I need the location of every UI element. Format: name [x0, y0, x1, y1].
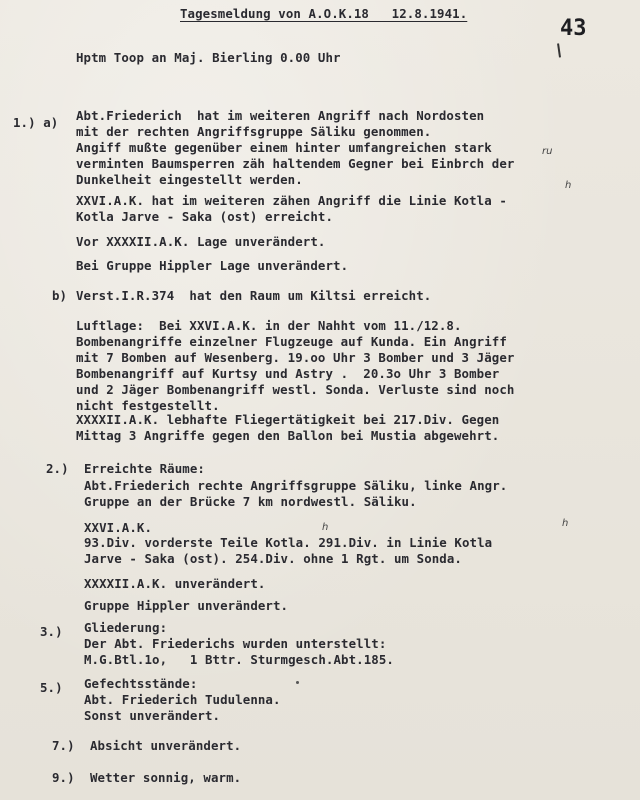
s2-p2-line1: XXVI.A.K. — [84, 520, 153, 535]
s2-p1-line2: Gruppe an der Brücke 7 km nordwestl. Säliku. — [84, 494, 417, 509]
s1-p1-line5: Dunkelheit eingestellt werden. — [76, 172, 303, 187]
luftlage-line5: und 2 Jäger Bombenangriff westl. Sonda. Verluste sind noch — [76, 382, 515, 397]
handwritten-correction-h3: h — [562, 518, 569, 529]
s2-p1-line1: Abt.Friederich rechte Angriffsgruppe Säliku, linke Angr. — [84, 478, 508, 493]
section-1b-label: b) — [52, 288, 68, 303]
luftlage-line2: Bombenangriffe einzelner Flugzeuge auf Kunda. Ein Angriff — [76, 334, 507, 349]
s1-p1-line1: Abt.Friederich hat im weiteren Angriff nach Nordosten — [76, 108, 485, 123]
luftlage-line7: XXXXII.A.K. lebhafte Fliegertätigkeit bei 217.Div. Gegen — [76, 412, 500, 427]
s1-p3: Vor XXXXII.A.K. Lage unverändert. — [76, 234, 326, 249]
section-2-label: 2.) — [46, 461, 69, 476]
luftlage-line6: nicht festgestellt. — [76, 398, 220, 413]
s1-p1-line2: mit der rechten Angriffsgruppe Säliku genommen. — [76, 124, 432, 139]
luftlage-line3: mit 7 Bomben auf Wesenberg. 19.oo Uhr 3 Bomber und 3 Jäger — [76, 350, 515, 365]
s2-p2-line2: 93.Div. vorderste Teile Kotla. 291.Div. in Linie Kotla — [84, 535, 493, 550]
section-7-label: 7.) — [52, 738, 75, 753]
s2-p2-line3: Jarve - Saka (ost). 254.Div. ohne 1 Rgt. um Sonda. — [84, 551, 462, 566]
s1-p4: Bei Gruppe Hippler Lage unverändert. — [76, 258, 349, 273]
section-3-label: 3.) — [40, 624, 63, 639]
s5-line1: Gefechtsstände: — [84, 676, 198, 691]
s3-line2: Der Abt. Friederichs wurden unterstellt: — [84, 636, 387, 651]
luftlage-line8: Mittag 3 Angriffe gegen den Ballon bei Mustia abgewehrt. — [76, 428, 500, 443]
handwritten-correction-ru: ru — [542, 146, 553, 157]
luftlage-line1: Luftlage: Bei XXVI.A.K. in der Nahht vom 11./12.8. — [76, 318, 462, 333]
s1-p1-line4: verminten Baumsperren zäh haltendem Gegner bei Einbrch der — [76, 156, 515, 171]
document-title: Tagesmeldung von A.O.K.18 12.8.1941. — [180, 6, 468, 21]
s1-b-text: Verst.I.R.374 hat den Raum um Kiltsi erreicht. — [76, 288, 432, 303]
s1-p2-line1: XXVI.A.K. hat im weiteren zähen Angriff die Linie Kotla - — [76, 193, 507, 208]
s2-p4: Gruppe Hippler unverändert. — [84, 598, 289, 613]
s5-line3: Sonst unverändert. — [84, 708, 221, 723]
s1-p2-line2: Kotla Jarve - Saka (ost) erreicht. — [76, 209, 334, 224]
sender-line: Hptm Toop an Maj. Bierling 0.00 Uhr — [76, 50, 341, 65]
section-5-label: 5.) — [40, 680, 63, 695]
luftlage-line4: Bombenangriff auf Kurtsy und Astry . 20.3o Uhr 3 Bomber — [76, 366, 500, 381]
handwritten-mark — [557, 43, 567, 58]
section-1-label: 1.) a) — [13, 115, 59, 130]
s3-line1: Gliederung: — [84, 620, 168, 635]
ink-speck — [296, 681, 299, 684]
s9-text: Wetter sonnig, warm. — [90, 770, 242, 785]
handwritten-correction-h2: h — [322, 522, 329, 533]
handwritten-correction-h1: h — [565, 180, 572, 191]
s2-p3: XXXXII.A.K. unverändert. — [84, 576, 266, 591]
page-number: 43 — [560, 16, 587, 41]
s2-heading: Erreichte Räume: — [84, 461, 205, 476]
s1-p1-line3: Angiff mußte gegenüber einem hinter umfangreichen stark — [76, 140, 492, 155]
s7-text: Absicht unverändert. — [90, 738, 242, 753]
s3-line3: M.G.Btl.1o, 1 Bttr. Sturmgesch.Abt.185. — [84, 652, 394, 667]
section-9-label: 9.) — [52, 770, 75, 785]
s5-line2: Abt. Friederich Tudulenna. — [84, 692, 281, 707]
